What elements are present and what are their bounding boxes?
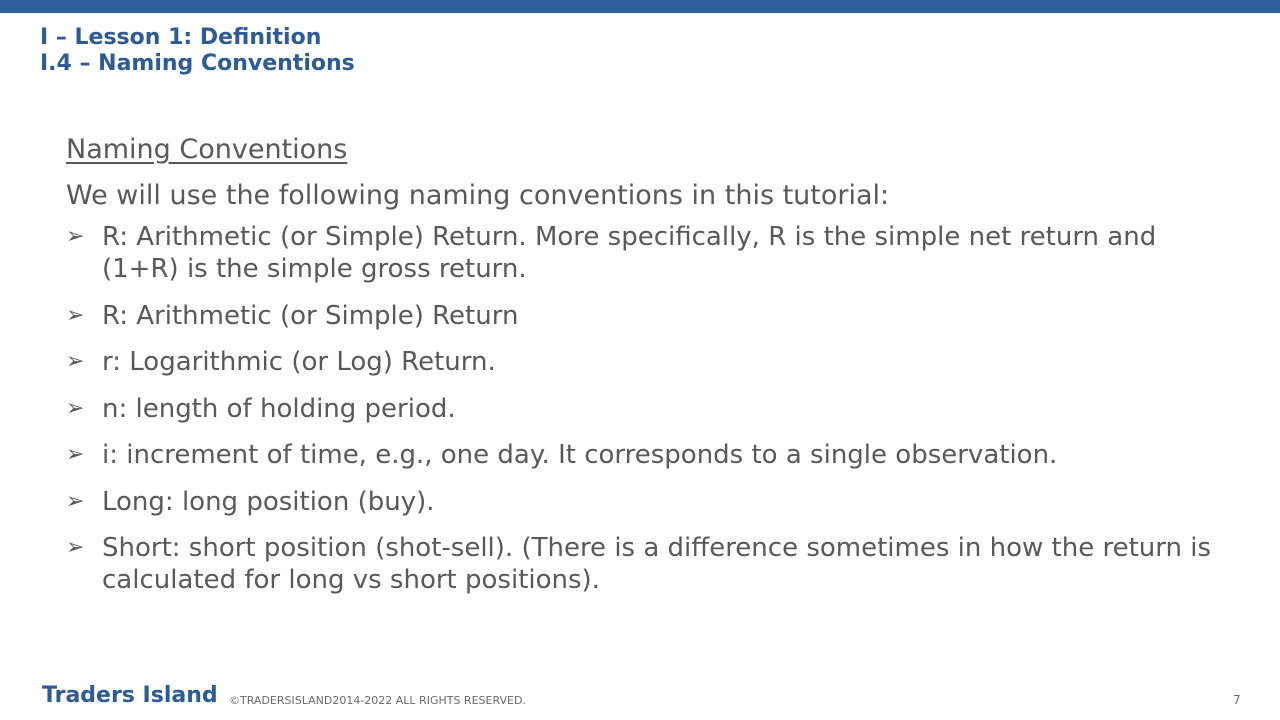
arrowhead-bullet-icon: ➢ (66, 442, 85, 467)
list-item (66, 439, 1226, 471)
arrowhead-bullet-icon: ➢ (66, 395, 85, 421)
list-item-text: r: Logarithmic (or Log) Return. (102, 347, 496, 377)
list-item (66, 393, 1226, 425)
top-accent-bar (0, 0, 1280, 13)
list-item-text: i: increment of time, e.g., one day. It corresponds to a single observation. (102, 440, 1058, 470)
brand-logo-text: Traders Island (42, 683, 218, 708)
list-item-text: Long: long position (buy). (102, 486, 435, 517)
copyright-notice: ©TRADERSISLAND2014-2022 ALL RIGHTS RESERVED. (229, 694, 526, 707)
list-item-text: Short: short position (shot-sell). (There is a difference sometimes in how the return is calculated for long vs short positions). (102, 533, 1212, 595)
list-item (66, 300, 1226, 332)
list-item-text: R: Arithmetic (or Simple) Return (102, 300, 519, 331)
arrowhead-bullet-icon: ➢ (66, 302, 85, 328)
list-item (66, 486, 1226, 518)
list-item-text: n: length of holding period. (102, 393, 456, 424)
heading-lesson: I – Lesson 1: Definition (40, 25, 322, 50)
intro-text: We will use the following naming conventions in this tutorial: (66, 180, 890, 211)
list-item (66, 346, 1226, 378)
conventions-list (66, 221, 1226, 596)
slide-content (66, 131, 1226, 611)
arrowhead-bullet-icon: ➢ (66, 224, 85, 249)
list-item (66, 532, 1226, 596)
page-number: 7 (1233, 693, 1241, 707)
list-item (66, 221, 1226, 285)
arrowhead-bullet-icon: ➢ (66, 488, 85, 514)
arrowhead-bullet-icon: ➢ (66, 535, 85, 560)
arrowhead-bullet-icon: ➢ (66, 349, 85, 374)
list-item-text: R: Arithmetic (or Simple) Return. More specifically, R is the simple net return and (1+R) is the simple gross return. (102, 222, 1157, 284)
section-title: Naming Conventions (66, 134, 348, 165)
slide-heading (40, 25, 355, 77)
heading-section: I.4 – Naming Conventions (40, 51, 355, 76)
